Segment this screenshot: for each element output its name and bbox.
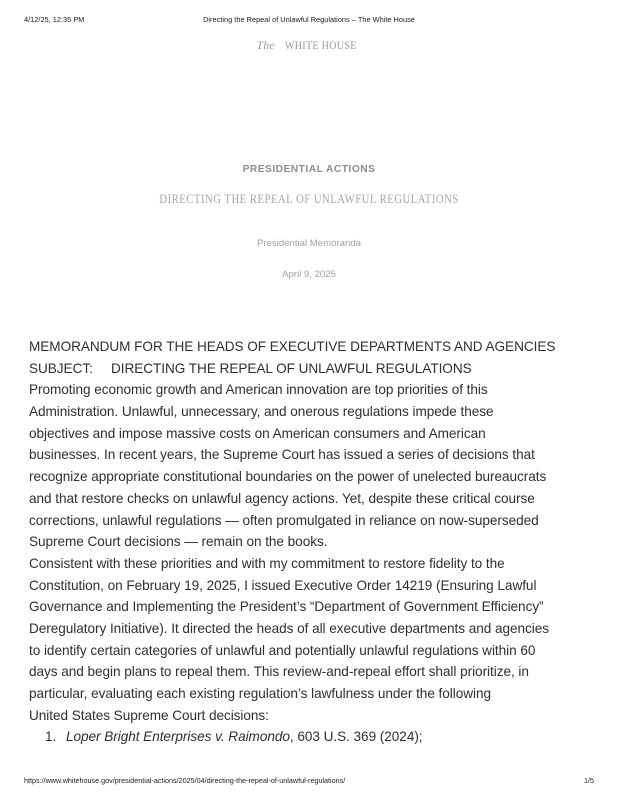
logo-the: The [256, 40, 275, 52]
paragraph-line: Promoting economic growth and American innovation are top priorities of this [29, 382, 488, 398]
paragraph-line: Constitution, on February 19, 2025, I issued Executive Order 14219 (Ensuring Lawful [29, 577, 537, 593]
logo-name: WHITE HOUSE [284, 40, 357, 52]
case-name: Loper Bright Enterprises v. Raimondo [66, 729, 290, 745]
paragraph-line: businesses. In recent years, the Supreme Court has issued a series of decisions that [29, 447, 535, 463]
paragraph-1 [29, 379, 599, 553]
case-citation: , 603 U.S. 369 (2024); [289, 729, 423, 745]
print-footer [0, 776, 618, 788]
print-header [0, 15, 618, 27]
paragraph-line: objectives and impose massive costs on American consumers and American [29, 425, 486, 441]
paragraph-line: Administration. Unlawful, unnecessary, and onerous regulations impede these [29, 404, 494, 420]
memo-body [29, 336, 599, 748]
subject-label: SUBJECT: [29, 360, 93, 376]
paragraph-line: Supreme Court decisions — remain on the books. [29, 534, 328, 550]
category-link[interactable]: Presidential Memoranda [257, 238, 361, 249]
paragraph-line: corrections, unlawful regulations — often promulgated in reliance on now-superseded [29, 512, 539, 528]
memo-addressee: MEMORANDUM FOR THE HEADS OF EXECUTIVE DEPARTMENTS AND AGENCIES [29, 339, 556, 354]
paragraph-line: to identify certain categories of unlawful and potentially unlawful regulations within 60 [29, 642, 536, 658]
paragraph-line: days and begin plans to repeal them. This review-and-repeal effort shall prioritize, in [29, 664, 529, 680]
subject-text: DIRECTING THE REPEAL OF UNLAWFUL REGULATIONS [111, 360, 472, 376]
print-url: https://www.whitehouse.gov/presidential-actions/2025/04/directing-the-repeal-of-unlawful-regulations/ [24, 776, 346, 785]
paragraph-2 [29, 553, 599, 727]
paragraph-line: particular, evaluating each existing regulation’s lawfulness under the following [29, 686, 491, 701]
list-number: 1. [45, 729, 57, 745]
paragraph-line: Consistent with these priorities and with my commitment to restore fidelity to the [29, 555, 505, 571]
print-datetime: 4/12/25, 12:35 PM [24, 15, 85, 24]
page-title [0, 192, 618, 207]
publish-date: April 9, 2025 [282, 269, 336, 280]
white-house-logo[interactable] [0, 40, 618, 52]
paragraph-line: and that restore checks on unlawful agency actions. Yet, despite these critical course [29, 490, 535, 506]
page-title-text: DIRECTING THE REPEAL OF UNLAWFUL REGULATIONS [159, 192, 459, 206]
paragraph-line: Deregulatory Initiative). It directed the heads of all executive departments and agencies [29, 620, 549, 636]
paragraph-line: recognize appropriate constitutional boundaries on the power of unelected bureaucrats [29, 469, 547, 485]
paragraph-line: United States Supreme Court decisions: [29, 707, 269, 723]
paragraph-line: Governance and Implementing the President’s “Department of Government Efficiency” [29, 599, 544, 615]
section-kicker[interactable]: PRESIDENTIAL ACTIONS [242, 164, 376, 175]
memo-subject [29, 358, 599, 380]
case-list-item [29, 726, 599, 748]
print-page-title: Directing the Repeal of Unlawful Regulations – The White House [203, 15, 415, 24]
print-page-number: 1/5 [584, 776, 594, 785]
